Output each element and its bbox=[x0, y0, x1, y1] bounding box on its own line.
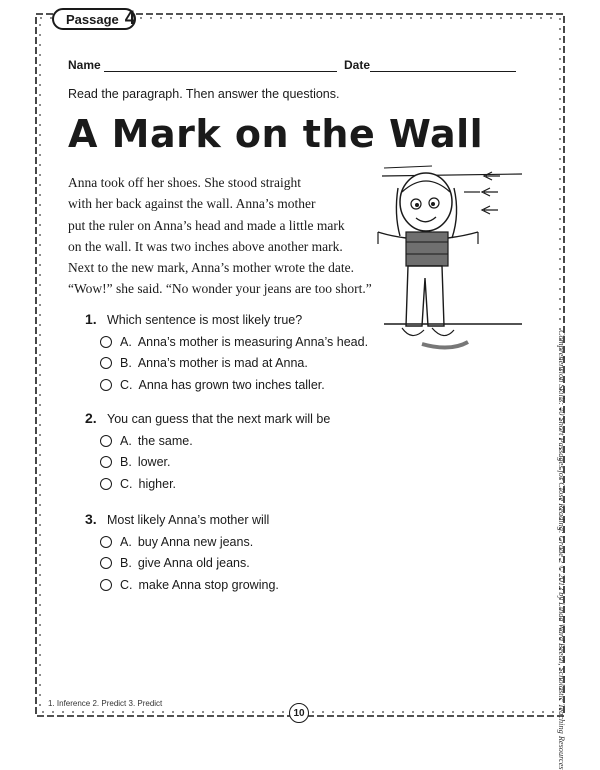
side-credit-text: Comprehension Skills: 40 Short Passages for Close Reading: Grade 2 © 2012 by Linda Ward Beech, Scholastic Teaching Resources bbox=[557, 330, 566, 770]
radio-circle-icon[interactable] bbox=[100, 379, 112, 391]
passage-line: “Wow!” she said. “No wonder your jeans are too short.” bbox=[68, 281, 372, 297]
page-number: 10 bbox=[289, 703, 309, 723]
question-1 bbox=[85, 311, 368, 392]
passage-tab-label: Passage bbox=[66, 11, 119, 27]
radio-circle-icon[interactable] bbox=[100, 536, 112, 548]
instructions: Read the paragraph. Then answer the questions. bbox=[68, 87, 340, 101]
page-title: A Mark on the Wall bbox=[68, 112, 484, 156]
radio-circle-icon[interactable] bbox=[100, 579, 112, 591]
choice-text: the same. bbox=[137, 433, 193, 448]
date-field[interactable] bbox=[370, 71, 516, 72]
choice-letter: B. bbox=[120, 356, 132, 370]
answer-choice[interactable] bbox=[100, 455, 330, 469]
question-2 bbox=[85, 410, 330, 491]
passage-line: put the ruler on Anna’s head and made a little mark bbox=[68, 217, 345, 233]
answer-choice[interactable] bbox=[100, 434, 330, 448]
choice-letter: A. bbox=[120, 534, 132, 549]
radio-circle-icon[interactable] bbox=[100, 336, 112, 348]
radio-circle-icon[interactable] bbox=[100, 357, 112, 369]
name-label: Name bbox=[68, 58, 101, 72]
answer-choice[interactable] bbox=[100, 335, 368, 349]
answer-choice[interactable] bbox=[100, 378, 368, 392]
answer-choice[interactable] bbox=[100, 356, 368, 370]
choice-text: buy Anna new jeans. bbox=[137, 534, 254, 549]
date-label: Date bbox=[344, 58, 371, 72]
answer-choice[interactable] bbox=[100, 556, 279, 570]
question-stem: You can guess that the next mark will be bbox=[107, 412, 331, 426]
answer-choice[interactable] bbox=[100, 477, 330, 491]
choice-letter: B. bbox=[120, 455, 132, 469]
choice-letter: C. bbox=[120, 577, 133, 592]
name-field[interactable] bbox=[104, 71, 337, 72]
passage-number: 4 bbox=[124, 8, 136, 29]
question-stem: Most likely Anna’s mother will bbox=[107, 513, 270, 527]
passage-tab bbox=[52, 8, 136, 30]
passage-line: with her back against the wall. Anna’s mother bbox=[68, 196, 316, 212]
skills-footer: 1. Inference 2. Predict 3. Predict bbox=[48, 699, 163, 708]
choice-text: give Anna old jeans. bbox=[137, 556, 250, 570]
radio-circle-icon[interactable] bbox=[100, 478, 112, 490]
choice-text: make Anna stop growing. bbox=[138, 577, 279, 592]
passage-line: on the wall. It was two inches above another mark. bbox=[68, 238, 343, 254]
choice-letter: B. bbox=[120, 556, 132, 570]
choice-letter: A. bbox=[120, 334, 132, 349]
choice-text: Anna has grown two inches taller. bbox=[138, 377, 325, 392]
answer-choice[interactable] bbox=[100, 535, 279, 549]
passage-line: Next to the new mark, Anna’s mother wrote the date. bbox=[68, 260, 355, 276]
reading-passage bbox=[68, 172, 378, 300]
question-stem: Which sentence is most likely true? bbox=[107, 313, 303, 327]
passage-line: Anna took off her shoes. She stood straight bbox=[68, 175, 301, 190]
choice-text: Anna’s mother is measuring Anna’s head. bbox=[137, 334, 369, 349]
radio-circle-icon[interactable] bbox=[100, 456, 112, 468]
question-3 bbox=[85, 511, 279, 592]
radio-circle-icon[interactable] bbox=[100, 557, 112, 569]
choice-text: lower. bbox=[137, 455, 171, 469]
choice-letter: C. bbox=[120, 377, 133, 392]
question-number: 2. bbox=[85, 410, 97, 426]
radio-circle-icon[interactable] bbox=[100, 435, 112, 447]
question-number: 3. bbox=[85, 511, 97, 527]
answer-choice[interactable] bbox=[100, 578, 279, 592]
choice-text: Anna’s mother is mad at Anna. bbox=[137, 356, 308, 370]
choice-letter: A. bbox=[120, 433, 132, 448]
question-number: 1. bbox=[85, 311, 97, 327]
choice-text: higher. bbox=[138, 476, 177, 491]
girl-measuring-illustration bbox=[372, 158, 532, 368]
choice-letter: C. bbox=[120, 476, 133, 491]
